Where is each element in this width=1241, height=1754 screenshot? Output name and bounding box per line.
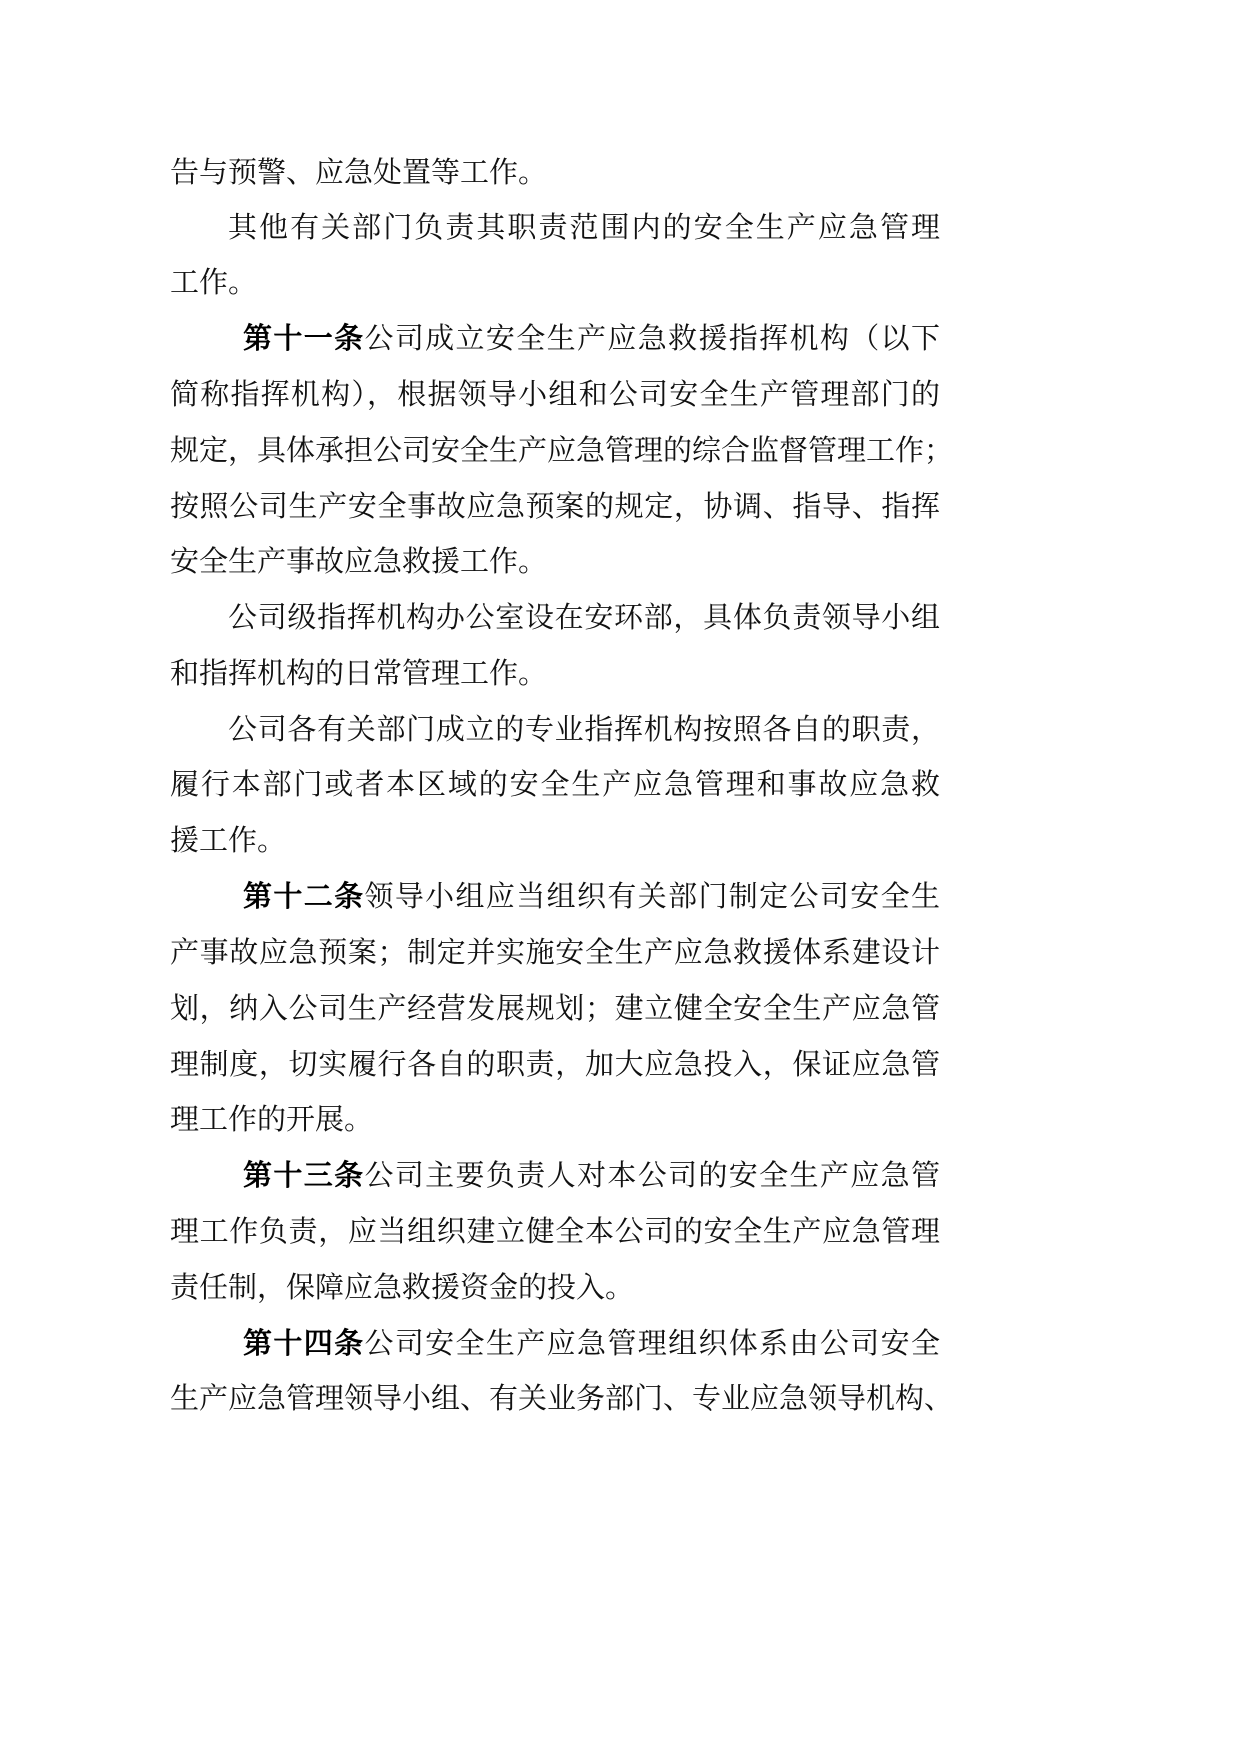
article-text: 公司成立安全生产应急救援指挥机构（以下 [364, 321, 940, 355]
text-line: 产事故应急预案；制定并实施安全生产应急救援体系建设计 [170, 935, 940, 969]
article-heading: 第十一条 [243, 321, 365, 355]
text-line: 工作。 [170, 265, 258, 299]
article-heading: 第十四条 [243, 1326, 365, 1360]
paragraph-first-line: 公司各有关部门成立的专业指挥机构按照各自的职责， [228, 712, 940, 746]
text-line: 理工作的开展。 [170, 1102, 374, 1136]
text-line: 按照公司生产安全事故应急预案的规定，协调、指导、指挥 [170, 489, 940, 523]
text-line: 履行本部门或者本区域的安全生产应急管理和事故应急救 [170, 767, 940, 801]
paragraph-first-line: 其他有关部门负责其职责范围内的安全生产应急管理 [228, 210, 940, 244]
article-11-first-line [243, 318, 940, 358]
paragraph-first-line: 公司级指挥机构办公室设在安环部，具体负责领导小组 [228, 600, 940, 634]
article-text: 公司主要负责人对本公司的安全生产应急管 [364, 1158, 940, 1192]
text-line: 简称指挥机构），根据领导小组和公司安全生产管理部门的 [170, 377, 940, 411]
text-line: 和指挥机构的日常管理工作。 [170, 656, 548, 690]
article-heading: 第十二条 [243, 879, 365, 913]
text-line: 责任制，保障应急救援资金的投入。 [170, 1270, 635, 1304]
text-line: 安全生产事故应急救援工作。 [170, 544, 548, 578]
text-line: 理工作负责，应当组织建立健全本公司的安全生产应急管理 [170, 1214, 940, 1248]
article-12-first-line [243, 876, 940, 916]
article-text: 领导小组应当组织有关部门制定公司安全生 [364, 879, 940, 913]
text-line: 告与预警、应急处置等工作。 [170, 155, 548, 189]
text-line: 规定，具体承担公司安全生产应急管理的综合监督管理工作； [170, 433, 954, 467]
text-line: 划，纳入公司生产经营发展规划；建立健全安全生产应急管 [170, 991, 940, 1025]
text-line: 援工作。 [170, 823, 287, 857]
article-14-first-line [243, 1323, 940, 1363]
article-heading: 第十三条 [243, 1158, 365, 1192]
text-line: 理制度，切实履行各自的职责，加大应急投入，保证应急管 [170, 1047, 940, 1081]
article-text: 公司安全生产应急管理组织体系由公司安全 [364, 1326, 940, 1360]
text-line: 生产应急管理领导小组、有关业务部门、专业应急领导机构、 [170, 1381, 954, 1415]
article-13-first-line [243, 1155, 940, 1195]
